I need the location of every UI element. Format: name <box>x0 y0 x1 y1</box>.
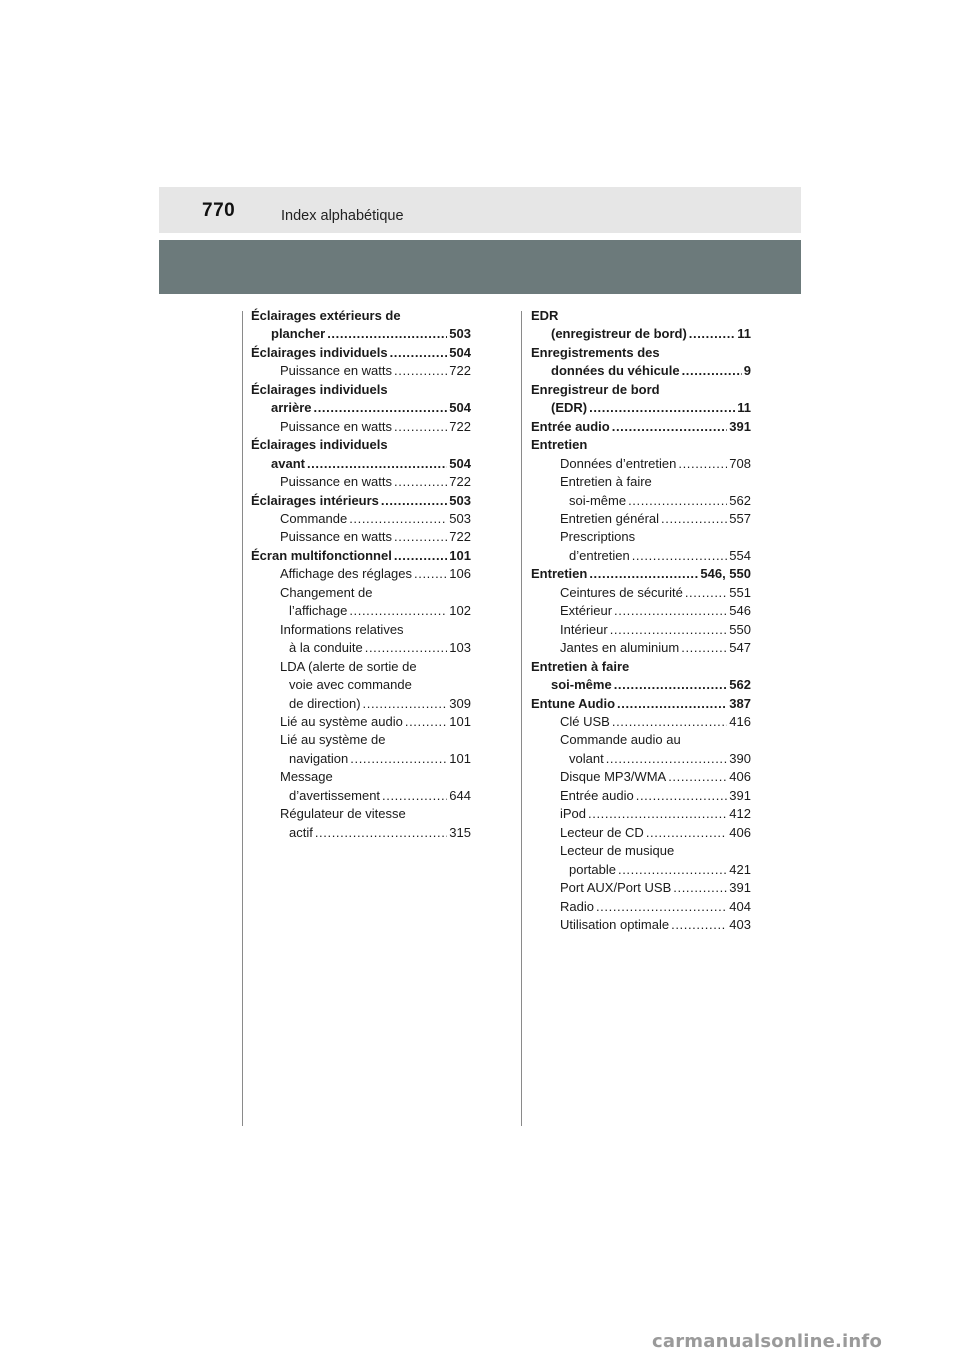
index-entry <box>531 787 751 805</box>
dot-leader <box>682 362 742 380</box>
index-entry-label: Clé USB <box>560 713 610 729</box>
dot-leader <box>612 713 727 731</box>
index-entry-label: Puissance en watts <box>280 474 393 490</box>
index-entry-page: 722 <box>449 529 471 545</box>
index-entry: Entretien à faire <box>560 474 652 490</box>
index-entry-label: Extérieur <box>560 603 613 619</box>
page-header-band <box>159 187 801 233</box>
index-entry-page: 562 <box>729 677 751 693</box>
dot-leader <box>589 565 698 583</box>
index-entry-page: 562 <box>729 492 751 508</box>
index-entry-label: Entrée audio <box>531 418 610 434</box>
dot-leader <box>689 325 735 343</box>
index-entry-label: Puissance en watts <box>280 529 393 545</box>
index-entry-label: Éclairages individuels <box>251 344 388 360</box>
index-entry <box>251 492 471 510</box>
dot-leader <box>588 805 727 823</box>
index-entry-page: 391 <box>729 880 751 896</box>
index-entry <box>531 639 751 657</box>
index-entry-page: 503 <box>449 326 471 342</box>
index-entry-label: Entune Audio <box>531 695 616 711</box>
index-column-right <box>531 307 751 934</box>
index-entry-label: volant <box>569 750 604 766</box>
index-entry-page: 412 <box>729 806 751 822</box>
dot-leader <box>681 639 727 657</box>
dot-leader <box>307 455 447 473</box>
index-entry <box>251 344 471 362</box>
index-entry-label: Données d’entretien <box>560 455 677 471</box>
index-entry-page: 708 <box>729 455 751 471</box>
index-entry <box>531 805 751 823</box>
dot-leader <box>349 510 447 528</box>
index-entry-label: l’affichage <box>289 603 348 619</box>
index-entry-page: 11 <box>737 326 751 342</box>
index-entry-label: soi-même <box>551 677 612 693</box>
index-entry-label: de direction) <box>289 695 361 711</box>
index-entry-label: Entretien général <box>560 510 660 526</box>
index-entry-page: 309 <box>449 695 471 711</box>
index-entry-page: 722 <box>449 418 471 434</box>
dot-leader <box>632 547 728 565</box>
dot-leader <box>390 344 448 362</box>
index-entry <box>531 510 751 528</box>
index-entry-label: (EDR) <box>551 400 588 416</box>
index-entry-label: Jantes en aluminium <box>560 640 680 656</box>
dot-leader <box>394 547 447 565</box>
index-entry <box>251 510 471 528</box>
index-entry-label: d’entretien <box>569 547 630 563</box>
index-entry-label: actif <box>289 824 313 840</box>
dot-leader <box>596 898 727 916</box>
index-entry <box>531 492 751 510</box>
index-entry-page: 106 <box>449 566 471 582</box>
index-entry: Message <box>280 769 333 785</box>
index-entry-label: Commande <box>280 510 348 526</box>
dot-leader <box>628 492 727 510</box>
dot-leader <box>394 528 447 546</box>
dot-leader <box>668 768 727 786</box>
index-entry-page: 557 <box>729 510 751 526</box>
index-entry-label: portable <box>569 861 616 877</box>
index-entry-page: 421 <box>729 861 751 877</box>
index-entry <box>251 787 471 805</box>
index-entry-label: avant <box>271 455 305 471</box>
index-entry-label: plancher <box>271 326 326 342</box>
index-entry-page: 102 <box>449 603 471 619</box>
dot-leader <box>671 916 727 934</box>
index-entry-label: Radio <box>560 898 594 914</box>
dot-leader <box>617 695 727 713</box>
index-entry-page: 546 <box>729 603 751 619</box>
dot-leader <box>673 879 727 897</box>
index-entry <box>531 824 751 842</box>
index-entry <box>531 399 751 417</box>
dot-leader <box>349 602 447 620</box>
index-entry-page: 504 <box>449 400 471 416</box>
dot-leader <box>327 325 447 343</box>
index-entry-page: 504 <box>449 344 471 360</box>
index-entry-label: Éclairages intérieurs <box>251 492 379 508</box>
index-entry: EDR <box>531 308 559 323</box>
index-entry: Entretien à faire <box>531 658 630 674</box>
index-entry: Éclairages extérieurs de <box>251 308 401 323</box>
dot-leader <box>661 510 727 528</box>
index-entry: LDA (alerte de sortie de <box>280 658 417 674</box>
dot-leader <box>381 492 447 510</box>
index-entry: Éclairages individuels <box>251 437 388 453</box>
dot-leader <box>606 750 728 768</box>
index-entry <box>531 621 751 639</box>
dot-leader <box>612 418 728 436</box>
index-entry <box>531 861 751 879</box>
right-column-rule <box>521 311 522 1126</box>
index-entry-page: 550 <box>729 621 751 637</box>
left-column-rule <box>242 311 243 1126</box>
dot-leader <box>636 787 728 805</box>
index-entry-page: 416 <box>729 713 751 729</box>
index-entry <box>251 418 471 436</box>
dot-leader <box>646 824 727 842</box>
index-entry <box>531 898 751 916</box>
index-entry <box>531 455 751 473</box>
dot-leader <box>382 787 447 805</box>
index-entry <box>251 547 471 565</box>
index-entry <box>531 676 751 694</box>
index-entry <box>251 325 471 343</box>
index-entry <box>531 768 751 786</box>
dot-leader <box>618 861 727 879</box>
index-entry-page: 406 <box>729 824 751 840</box>
index-entry-label: Disque MP3/WMA <box>560 769 667 785</box>
index-entry <box>531 602 751 620</box>
index-entry <box>251 455 471 473</box>
index-entry <box>531 325 751 343</box>
index-entry-page: 101 <box>449 750 471 766</box>
index-entry-page: 103 <box>449 640 471 656</box>
index-entry: Prescriptions <box>560 529 636 545</box>
index-entry-label: navigation <box>289 750 349 766</box>
index-entry-page: 390 <box>729 750 751 766</box>
index-entry-label: données du véhicule <box>551 363 680 379</box>
dot-leader <box>315 824 447 842</box>
index-entry-page: 403 <box>729 916 751 932</box>
index-entry: Lecteur de musique <box>560 843 675 859</box>
dot-leader <box>414 565 447 583</box>
index-entry-page: 101 <box>449 547 471 563</box>
index-entry-page: 722 <box>449 363 471 379</box>
index-entry-label: soi-même <box>569 492 627 508</box>
index-entry: Changement de <box>280 584 373 600</box>
index-entry <box>531 547 751 565</box>
index-entry: Enregistrements des <box>531 344 660 360</box>
index-entry <box>251 639 471 657</box>
index-entry-page: 101 <box>449 713 471 729</box>
index-entry-label: (enregistreur de bord) <box>551 326 687 342</box>
index-entry: Éclairages individuels <box>251 381 388 397</box>
index-entry-page: 551 <box>729 584 751 600</box>
index-entry <box>251 362 471 380</box>
index-entry-label: Intérieur <box>560 621 608 637</box>
index-entry <box>251 399 471 417</box>
index-entry-label: Port AUX/Port USB <box>560 880 672 896</box>
index-entry-page: 554 <box>729 547 751 563</box>
page-number: 770 <box>202 200 236 221</box>
watermark-text: carmanualsonline.info <box>652 1331 883 1352</box>
dot-leader <box>394 473 447 491</box>
index-entry <box>251 695 471 713</box>
section-title-bar <box>159 240 801 294</box>
index-entry <box>531 750 751 768</box>
index-entry <box>251 750 471 768</box>
index-entry-label: Affichage des réglages <box>280 566 413 582</box>
dot-leader <box>405 713 447 731</box>
index-entry-page: 9 <box>743 363 751 379</box>
index-entry-page: 315 <box>449 824 471 840</box>
index-entry <box>251 602 471 620</box>
index-entry-page: 722 <box>449 474 471 490</box>
dot-leader <box>394 418 447 436</box>
index-entry: Lié au système de <box>280 732 386 748</box>
index-entry <box>531 916 751 934</box>
index-entry <box>531 418 751 436</box>
index-entry <box>531 879 751 897</box>
index-entry <box>531 565 751 583</box>
index-entry-label: Utilisation optimale <box>560 916 670 932</box>
index-entry-page: 391 <box>729 787 751 803</box>
index-entry: Entretien <box>531 437 588 453</box>
dot-leader <box>614 602 727 620</box>
index-entry-page: 391 <box>729 418 751 434</box>
index-entry-page: 387 <box>729 695 751 711</box>
index-entry <box>531 362 751 380</box>
index-entry-label: Ceintures de sécurité <box>560 584 683 600</box>
index-entry-label: à la conduite <box>289 640 363 656</box>
index-entry <box>251 473 471 491</box>
index-entry <box>251 528 471 546</box>
index-entry: Enregistreur de bord <box>531 381 660 397</box>
index-entry-page: 406 <box>729 769 751 785</box>
index-entry-label: d’avertissement <box>289 787 381 803</box>
dot-leader <box>363 695 448 713</box>
index-entry-label: Entrée audio <box>560 787 634 803</box>
dot-leader <box>394 362 447 380</box>
index-entry-label: Puissance en watts <box>280 363 393 379</box>
index-entry-page: 11 <box>737 400 751 416</box>
index-entry-page: 547 <box>729 640 751 656</box>
dot-leader <box>350 750 447 768</box>
index-entry: Commande audio au <box>560 732 681 748</box>
index-entry: voie avec commande <box>289 677 412 693</box>
index-column-left <box>251 307 471 842</box>
index-entry-label: Écran multifonctionnel <box>251 547 392 563</box>
index-entry-page: 546, 550 <box>700 566 751 582</box>
dot-leader <box>685 584 727 602</box>
dot-leader <box>614 676 728 694</box>
dot-leader <box>313 399 447 417</box>
index-entry-label: iPod <box>560 806 587 822</box>
index-entry <box>251 824 471 842</box>
index-entry-page: 644 <box>449 787 471 803</box>
index-entry: Informations relatives <box>280 621 404 637</box>
index-entry-page: 504 <box>449 455 471 471</box>
index-entry <box>531 713 751 731</box>
index-entry-label: Entretien <box>531 566 588 582</box>
index-entry <box>531 584 751 602</box>
index-entry <box>251 713 471 731</box>
index-entry <box>531 695 751 713</box>
dot-leader <box>610 621 728 639</box>
dot-leader <box>589 399 735 417</box>
index-entry: Régulateur de vitesse <box>280 806 406 822</box>
index-entry-page: 503 <box>449 510 471 526</box>
index-entry <box>251 565 471 583</box>
dot-leader <box>678 455 727 473</box>
index-entry-label: Lié au système audio <box>280 713 403 729</box>
index-entry-label: Puissance en watts <box>280 418 393 434</box>
index-entry-label: Lecteur de CD <box>560 824 644 840</box>
section-title: Index alphabétique <box>281 208 404 224</box>
index-entry-label: arrière <box>271 400 312 416</box>
index-entry-page: 503 <box>449 492 471 508</box>
index-entry-page: 404 <box>729 898 751 914</box>
dot-leader <box>365 639 448 657</box>
